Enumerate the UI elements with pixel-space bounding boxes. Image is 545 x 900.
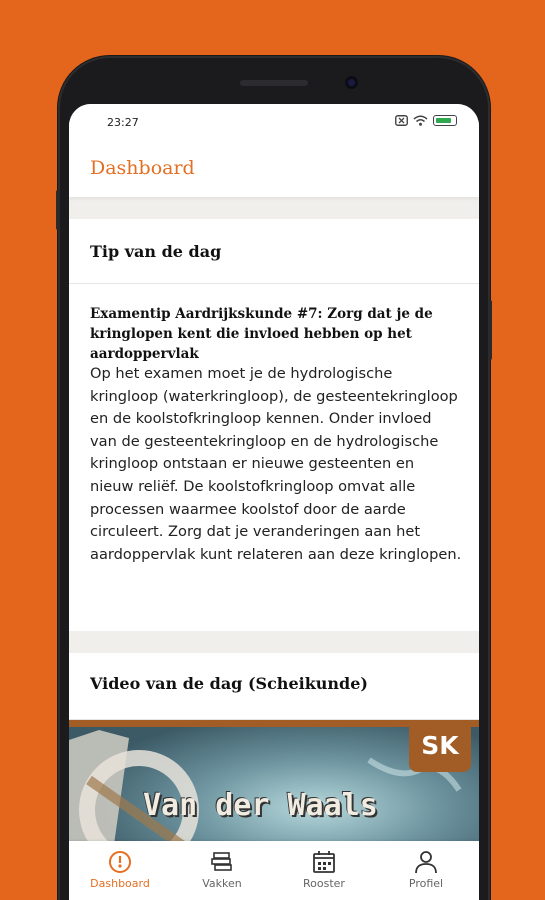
dashboard-icon: [107, 850, 133, 874]
power-button: [488, 300, 492, 360]
nav-profiel[interactable]: [375, 841, 477, 900]
tip-card-title: Tip van de dag: [90, 242, 222, 261]
subject-badge-label: SK: [421, 731, 459, 760]
tip-card-divider: [69, 283, 479, 284]
no-sim-icon: [395, 115, 408, 126]
bottom-navigation: [69, 841, 479, 900]
nav-profiel-label: Profiel: [408, 877, 444, 890]
app-screen: [69, 104, 479, 900]
battery-icon: [433, 115, 457, 126]
thumbnail-title-text: Van der Waals: [143, 788, 378, 823]
wifi-icon: [413, 115, 428, 126]
status-icons: [395, 115, 457, 126]
nav-dashboard[interactable]: [69, 841, 171, 900]
front-camera: [345, 76, 358, 89]
volume-button: [56, 190, 60, 230]
status-time: 23:27: [107, 116, 139, 129]
tip-body: Op het examen moet je de hydrologische kringloop (waterkringloop), de gesteentekringloop en de koolstofkringloop kennen. Onder invloed van de gesteentekringloop en de hydrologische kringloop ontstaan er nieuwe gesteenten en nieuw reliëf. De koolstofkringloop omvat alle processen waarmee koolstof door de aarde circuleert. Zorg dat je veranderingen aan het aardoppervlak kunt relateren aan deze kringlopen.: [90, 365, 462, 563]
status-bar: [69, 104, 479, 142]
tip-of-day-card: [69, 219, 479, 631]
nav-rooster[interactable]: [273, 841, 375, 900]
tip-heading: Examentip Aardrijkskunde #7: Zorg dat je de kringlopen kent die invloed hebben op het aardoppervlak: [90, 306, 433, 362]
page-title: Dashboard: [90, 157, 195, 179]
subject-badge: [409, 720, 471, 772]
nav-vakken[interactable]: [171, 841, 273, 900]
nav-vakken-label: Vakken: [202, 877, 242, 890]
video-card-title: Video van de dag (Scheikunde): [90, 674, 368, 693]
nav-dashboard-label: Dashboard: [90, 877, 150, 890]
calendar-icon: [311, 850, 337, 874]
app-bar: [69, 142, 479, 197]
person-icon: [413, 850, 439, 874]
earpiece-speaker: [240, 80, 308, 86]
thumbnail-title: [143, 788, 378, 823]
nav-rooster-label: Rooster: [303, 877, 345, 890]
books-icon: [209, 850, 235, 874]
